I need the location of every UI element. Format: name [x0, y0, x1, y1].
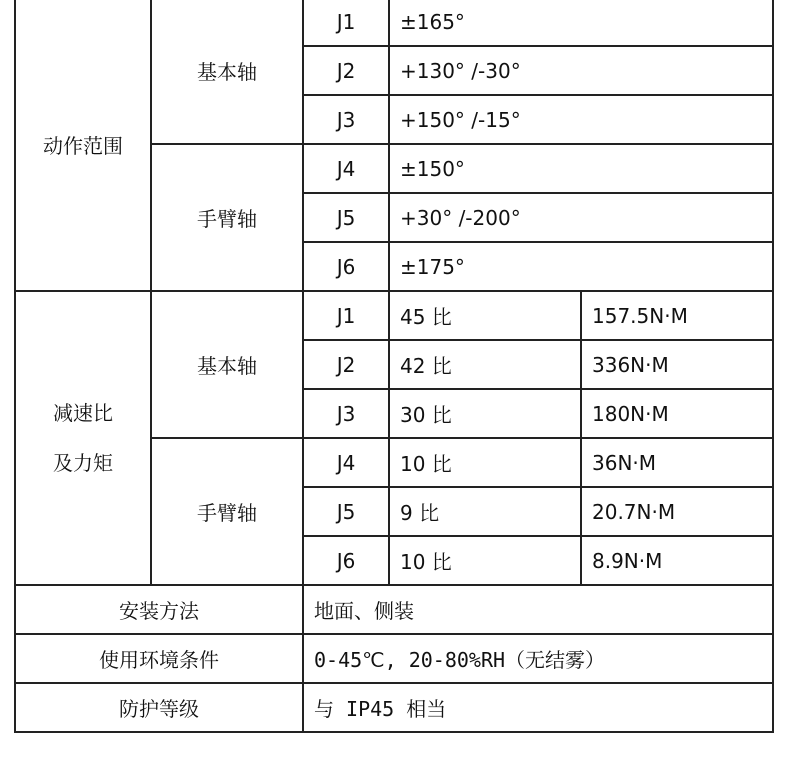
joint-cell: J1 [303, 291, 389, 340]
spec-table [14, 0, 774, 733]
joint-cell: J4 [303, 438, 389, 487]
joint-cell: J6 [303, 242, 389, 291]
environment-value: 0-45℃, 20-80%RH（无结雾） [303, 634, 773, 683]
range-cell: ±165° [389, 0, 773, 46]
table-row [15, 291, 773, 340]
ratio-cell: 42 比 [389, 340, 581, 389]
installation-label: 安装方法 [15, 585, 303, 634]
ratio-cell: 30 比 [389, 389, 581, 438]
protection-value: 与 IP45 相当 [303, 683, 773, 732]
torque-cell: 180N·M [581, 389, 773, 438]
protection-label: 防护等级 [15, 683, 303, 732]
reduction-label-line2: 及力矩 [53, 451, 113, 475]
joint-cell: J3 [303, 389, 389, 438]
joint-cell: J2 [303, 46, 389, 95]
motion-arm-axis-label: 手臂轴 [151, 144, 303, 291]
torque-cell: 36N·M [581, 438, 773, 487]
ratio-cell: 10 比 [389, 438, 581, 487]
range-cell: ±150° [389, 144, 773, 193]
reduction-basic-axis-label: 基本轴 [151, 291, 303, 438]
joint-cell: J4 [303, 144, 389, 193]
reduction-arm-axis-label: 手臂轴 [151, 438, 303, 585]
range-cell: +150° /-15° [389, 95, 773, 144]
installation-value: 地面、侧装 [303, 585, 773, 634]
range-cell: ±175° [389, 242, 773, 291]
ratio-cell: 45 比 [389, 291, 581, 340]
torque-cell: 20.7N·M [581, 487, 773, 536]
range-cell: +30° /-200° [389, 193, 773, 242]
table-row [15, 585, 773, 634]
ratio-cell: 9 比 [389, 487, 581, 536]
environment-label: 使用环境条件 [15, 634, 303, 683]
joint-cell: J6 [303, 536, 389, 585]
joint-cell: J5 [303, 487, 389, 536]
joint-cell: J1 [303, 0, 389, 46]
torque-cell: 336N·M [581, 340, 773, 389]
motion-range-label: 动作范围 [15, 0, 151, 291]
reduction-label-line1: 减速比 [53, 401, 113, 425]
motion-basic-axis-label: 基本轴 [151, 0, 303, 144]
joint-cell: J3 [303, 95, 389, 144]
joint-cell: J5 [303, 193, 389, 242]
reduction-torque-label [15, 291, 151, 585]
table-row [15, 683, 773, 732]
torque-cell: 8.9N·M [581, 536, 773, 585]
range-cell: +130° /-30° [389, 46, 773, 95]
table-row [15, 0, 773, 46]
joint-cell: J2 [303, 340, 389, 389]
table-row [15, 634, 773, 683]
ratio-cell: 10 比 [389, 536, 581, 585]
torque-cell: 157.5N·M [581, 291, 773, 340]
